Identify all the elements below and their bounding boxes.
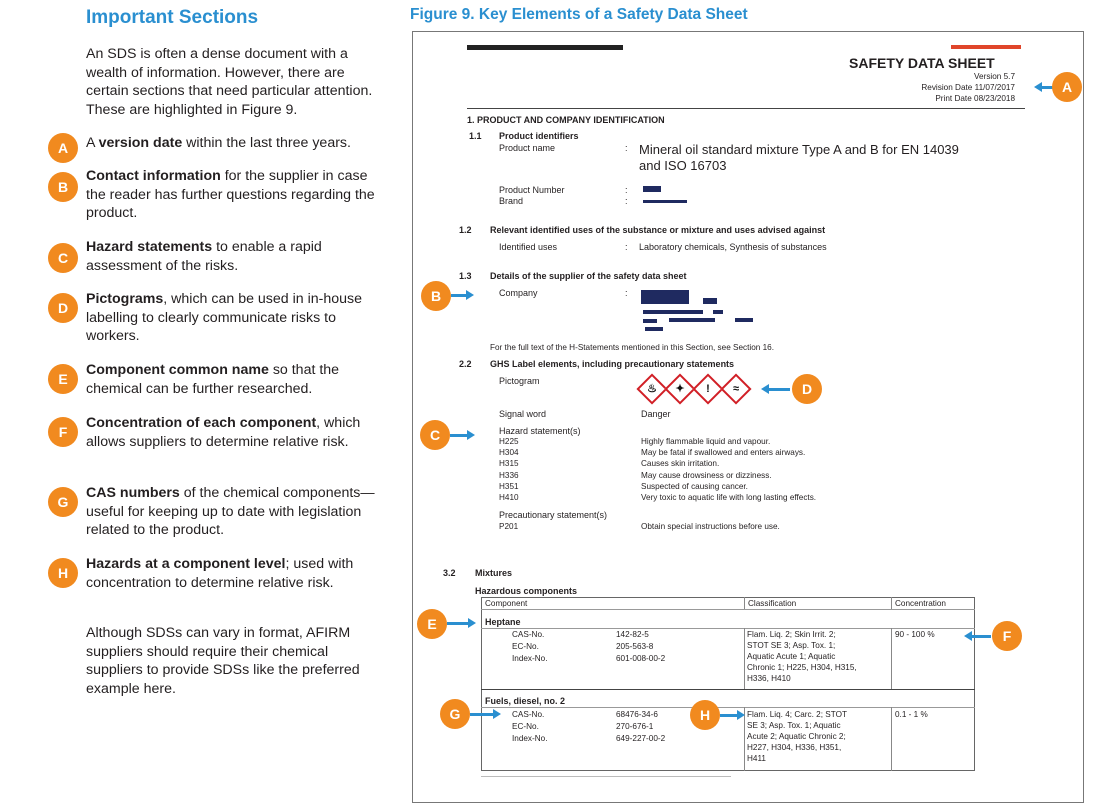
colon: : [625,185,628,195]
table-header-classification: Classification [748,599,797,608]
redacted-company-name [703,298,717,304]
redacted-company-name [641,290,689,304]
h-statement-note: For the full text of the H-Statements mentioned in this Section, see Section 16. [490,343,774,352]
index-number: 649-227-00-2 [616,734,666,743]
classification-line: Chronic 1; H225, H304, H315, [747,663,857,672]
classification-line: Aquatic Acute 1; Aquatic [747,652,836,661]
ec-number: 270-676-1 [616,722,654,731]
redacted-company-address [643,319,657,323]
redacted-company-address [643,310,703,314]
item-f-text: Concentration of each component, which allows suppliers to determine relative risk. [86,415,361,450]
classification-line: H336, H410 [747,674,791,683]
section-1-1-number: 1.1 [469,131,482,141]
item-b-text: Contact information for the supplier in case the reader has further questions regarding the product. [86,168,375,222]
section-1-2-number: 1.2 [459,225,472,235]
hazard-code: H351 [499,482,519,491]
colon: : [625,242,628,252]
column-divider [891,597,892,609]
section-1-3-number: 1.3 [459,271,472,281]
brand-stripe [951,45,1021,49]
arrow-h [720,714,738,717]
redacted-logo [467,45,623,50]
section-3-2-number: 3.2 [443,568,456,578]
redacted-brand [643,200,687,203]
product-name-label: Product name [499,143,556,153]
ec-number: 205-563-8 [616,642,654,651]
signal-word-label: Signal word [499,409,547,419]
flame-icon: ♨ [636,373,667,404]
hazard-statements-label: Hazard statement(s) [499,426,581,436]
brand-label: Brand [499,196,524,206]
id-label: Index-No. [512,654,548,663]
badge-g: G [440,699,470,729]
badge-d: D [48,293,78,323]
section-1-2-title: Relevant identified uses of the substance or mixture and uses advised against [490,225,826,235]
section-1-heading: 1. PRODUCT AND COMPANY IDENTIFICATION [467,115,665,125]
badge-f: F [48,417,78,447]
sds-title: SAFETY DATA SHEET [849,55,995,71]
classification-line: Acute 2; Aquatic Chronic 2; [747,732,846,741]
hazard-code: H410 [499,493,519,502]
badge-c: C [420,420,450,450]
identified-uses-label: Identified uses [499,242,558,252]
redacted-company-address [669,318,715,322]
badge-b: B [48,172,78,202]
arrow-g [470,713,494,716]
hazard-text: Causes skin irritation. [641,459,720,468]
id-label: Index-No. [512,734,548,743]
arrow-f [971,635,991,638]
item-e-text: Component common name so that the chemical can be further researched. [86,362,340,397]
badge-f: F [992,621,1022,651]
concentration-value: 90 - 100 % [895,630,935,639]
hazard-text: May cause drowsiness or dizziness. [641,471,772,480]
item-d-text: Pictograms, which can be used in in-house labelling to clearly communicate risks to workers. [86,291,363,345]
index-number: 601-008-00-2 [616,654,666,663]
section-3-2-title: Mixtures [475,568,513,578]
arrow-d [768,388,790,391]
health-hazard-icon: ✦ [664,373,695,404]
badge-a: A [48,133,78,163]
figure-title: Figure 9. Key Elements of a Safety Data Sheet [410,6,748,23]
arrow-e [447,622,469,625]
classification-line: H227, H304, H336, H351, [747,743,842,752]
classification-line: Flam. Liq. 4; Carc. 2; STOT [747,710,847,719]
company-label: Company [499,288,538,298]
hazard-code: H304 [499,448,519,457]
column-divider [744,628,745,690]
component-name: Fuels, diesel, no. 2 [485,696,566,706]
badge-h: H [48,558,78,588]
section-1-3-title: Details of the supplier of the safety data sheet [490,271,687,281]
hazard-code: H225 [499,437,519,446]
table-header-component: Component [485,599,528,608]
header-rule [467,108,1025,109]
section-2-2-number: 2.2 [459,359,472,369]
classification-line: H411 [747,754,766,763]
badge-c: C [48,243,78,273]
item-g-text: CAS numbers of the chemical components—useful for keeping up to date with legislation related to the product. [86,485,375,539]
column-divider [891,628,892,690]
redacted-company-address [735,318,753,322]
cas-number: 142-82-5 [616,630,649,639]
item-h-text: Hazards at a component level; used with concentration to determine relative risk. [86,556,354,591]
sds-document-image [412,31,1084,803]
colon: : [625,143,628,153]
arrow-b [451,294,467,297]
concentration-value: 0.1 - 1 % [895,710,928,719]
hazard-text: Very toxic to aquatic life with long lasting effects. [641,493,817,502]
id-label: CAS-No. [512,710,545,719]
hazardous-components-heading: Hazardous components [475,586,578,596]
cas-number: 68476-34-6 [616,710,658,719]
hazard-text: Highly flammable liquid and vapour. [641,437,771,446]
table-header-concentration: Concentration [895,599,946,608]
precautionary-text: Obtain special instructions before use. [641,522,780,531]
pictogram-label: Pictogram [499,376,540,386]
id-label: EC-No. [512,722,539,731]
item-c-text: Hazard statements to enable a rapid assessment of the risks. [86,239,322,274]
redacted-company-address [645,327,663,331]
colon: : [625,196,628,206]
badge-a: A [1052,72,1082,102]
arrow-c [450,434,468,437]
colon: : [625,288,628,298]
footer-rule [481,776,731,777]
product-number-label: Product Number [499,185,565,195]
classification-line: Flam. Liq. 2; Skin Irrit. 2; [747,630,836,639]
closing-paragraph: Although SDSs can vary in format, AFIRM suppliers should require their chemical suppliers to provide SDSs like the preferred example here. [86,625,360,697]
components-table [481,597,975,771]
version-label: Version 5.7 [974,72,1015,81]
environment-icon: ≈ [720,373,751,404]
key-sections-panel [0,0,390,807]
id-label: EC-No. [512,642,539,651]
classification-line: STOT SE 3; Asp. Tox. 1; [747,641,836,650]
redacted-company-address [713,310,723,314]
hazard-text: May be fatal if swallowed and enters airways. [641,448,806,457]
table-header-rule [481,609,975,610]
section-2-2-title: GHS Label elements, including precautionary statements [490,359,735,369]
row-rule [481,689,975,690]
identified-uses-value: Laboratory chemicals, Synthesis of substances [639,242,827,252]
badge-e: E [48,364,78,394]
badge-g: G [48,487,78,517]
hazard-text: Suspected of causing cancer. [641,482,748,491]
redacted-product-number [643,186,661,192]
precautionary-code: P201 [499,522,519,531]
badge-b: B [421,281,451,311]
badge-d: D [792,374,822,404]
product-name-value: Mineral oil standard mixture Type A and B for EN 14039 and ISO 16703 [639,142,959,173]
badge-e: E [417,609,447,639]
intro-paragraph: An SDS is often a dense document with a wealth of information. However, there are certain sections that need particular attention. These are highlighted in Figure 9. [86,46,373,118]
signal-word-value: Danger [641,409,671,419]
row-rule [481,707,975,708]
print-date: Print Date 08/23/2018 [935,94,1015,103]
column-divider [891,707,892,771]
hazard-code: H315 [499,459,519,468]
revision-date: Revision Date 11/07/2017 [921,83,1015,92]
row-rule [481,628,975,629]
badge-h: H [690,700,720,730]
item-a-text: A version date within the last three years. [86,135,351,151]
section-1-1-title: Product identifiers [499,131,579,141]
id-label: CAS-No. [512,630,545,639]
section-heading: Important Sections [86,7,259,28]
classification-line: SE 3; Asp. Tox. 1; Aquatic [747,721,841,730]
exclamation-icon: ! [692,373,723,404]
hazard-code: H336 [499,471,519,480]
precautionary-label: Precautionary statement(s) [499,510,608,520]
column-divider [744,597,745,609]
component-name: Heptane [485,617,521,627]
